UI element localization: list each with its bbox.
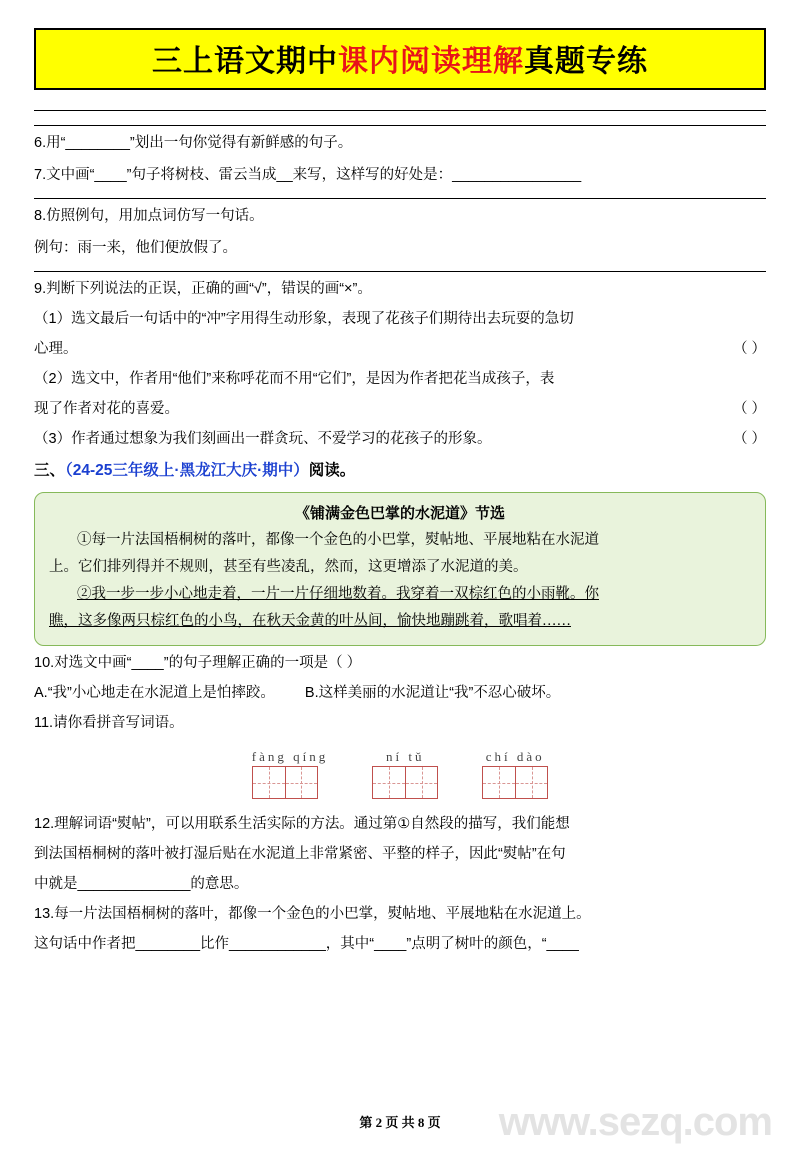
question-12-line-2: 到法国梧桐树的落叶被打湿后贴在水泥道上非常紧密、平整的样子，因此“熨帖”在句 xyxy=(34,846,566,862)
question-9: 9.判断下列说法的正误，正确的画“√”，错误的画“×”。 xyxy=(34,281,372,297)
question-11: 11.请你看拼音写词语。 xyxy=(34,715,184,731)
answer-rule-2 xyxy=(34,125,766,126)
pinyin-text-2: ní tǔ xyxy=(385,749,425,764)
question-9-item-2-line-2: 现了作者对花的喜爱。 xyxy=(34,401,179,417)
tianzige-grid-3[interactable] xyxy=(482,766,548,799)
section-heading xyxy=(34,456,766,486)
tianzige-grid-1[interactable] xyxy=(252,766,328,799)
tianzige-cell[interactable] xyxy=(285,766,318,799)
passage-box xyxy=(34,492,766,646)
question-6: 6.用“________”划出一句你觉得有新鲜感的句子。 xyxy=(34,135,353,151)
document-page xyxy=(0,28,800,1159)
pinyin-item-3 xyxy=(482,748,548,799)
pinyin-item-2 xyxy=(372,748,438,799)
passage-title: 《铺满金色巴掌的水泥道》节选 xyxy=(294,506,505,522)
question-9-item-2-answer-blank[interactable]: （ ） xyxy=(732,401,766,417)
tianzige-cell[interactable] xyxy=(515,766,548,799)
question-9-item-2-line-1: （2）选文中，作者用“他们”来称呼花而不用“它们”，是因为作者把花当成孩子，表 xyxy=(34,371,555,387)
title-part-3: 真题专练 xyxy=(524,45,648,78)
passage-paragraph-1-line-1: ①每一片法国梧桐树的落叶，都像一个金色的小巴掌，熨帖地、平展地粘在水泥道 xyxy=(77,532,599,548)
page-title-banner xyxy=(34,28,766,90)
pinyin-text-3: chí dào xyxy=(485,749,545,764)
title-part-1: 三上语文期中 xyxy=(152,45,338,78)
question-9-item-3: （3）作者通过想象为我们刻画出一群贪玩、不爱学习的花孩子的形象。 xyxy=(34,431,492,447)
question-9-item-1-line-1: （1）选文最后一句话中的“冲”字用得生动形象，表现了花孩子们期待出去玩耍的急切 xyxy=(34,311,574,327)
answer-rule-3 xyxy=(34,198,766,199)
page-title xyxy=(36,36,764,80)
question-block xyxy=(34,128,766,190)
tianzige-cell[interactable] xyxy=(252,766,285,799)
answer-rule-4 xyxy=(34,271,766,272)
question-8: 8.仿照例句，用加点词仿写一句话。 xyxy=(34,208,264,224)
question-12-line-3: 中就是______________的意思。 xyxy=(34,876,249,892)
passage-paragraph-2-line-2: 瞧，这多像两只棕红色的小鸟，在秋天金黄的叶丛间，愉快地蹦跳着，歌唱着…… xyxy=(49,613,571,629)
tianzige-grid-2[interactable] xyxy=(372,766,438,799)
page-footer: 第 2 页 共 8 页 xyxy=(359,1115,441,1130)
question-13-line-2: 这句话中作者把________比作____________，其中“____”点明了树叶的颜色，“____ xyxy=(34,936,579,952)
question-9-item-3-row xyxy=(34,424,766,454)
watermark: www.sezq.com xyxy=(498,1100,772,1144)
tianzige-cell[interactable] xyxy=(405,766,438,799)
question-10-option-a[interactable]: A.“我”小心地走在水泥道上是怕摔跤。 xyxy=(34,685,275,701)
question-9-item-2-line-2-row xyxy=(34,394,766,424)
section-tail: 阅读。 xyxy=(308,462,356,479)
question-9-item-1-line-2-row xyxy=(34,334,766,364)
passage-paragraph-2-line-1: ②我一步一步小心地走着，一片一片仔细地数着。我穿着一双棕红色的小雨靴。你 xyxy=(77,586,599,602)
question-12-line-1: 12.理解词语“熨帖”，可以用联系生活实际的方法。通过第①自然段的描写，我们能想 xyxy=(34,816,570,832)
pinyin-item-1 xyxy=(252,748,328,799)
pinyin-grid-row xyxy=(34,748,766,799)
question-9-item-1-line-2: 心理。 xyxy=(34,341,78,357)
passage-paragraph-1-line-2: 上。它们排列得并不规则，甚至有些凌乱，然而，这更增添了水泥道的美。 xyxy=(49,559,528,575)
section-number: 三、 xyxy=(34,462,66,479)
question-9-item-3-answer-blank[interactable]: （ ） xyxy=(732,431,766,447)
tianzige-cell[interactable] xyxy=(482,766,515,799)
pinyin-text-1: fàng qíng xyxy=(251,749,329,764)
question-10: 10.对选文中画“____”的句子理解正确的一项是（ ） xyxy=(34,655,362,671)
question-10-options xyxy=(34,678,766,708)
question-13-line-1: 13.每一片法国梧桐树的落叶，都像一个金色的小巴掌，熨帖地、平展地粘在水泥道上。 xyxy=(34,906,591,922)
question-8-example: 例句：雨一来，他们便放假了。 xyxy=(34,240,237,256)
tianzige-cell[interactable] xyxy=(372,766,405,799)
question-7: 7.文中画“____”句子将树枝、雷云当成__来写，这样写的好处是：________________ xyxy=(34,167,582,183)
section-source: （24-25三年级上·黑龙江大庆·期中） xyxy=(65,462,309,479)
title-part-2-highlight: 课内阅读理解 xyxy=(338,45,524,78)
question-9-item-1-answer-blank[interactable]: （ ） xyxy=(732,341,766,357)
question-10-option-b[interactable]: B.这样美丽的水泥道让“我”不忍心破坏。 xyxy=(304,685,561,701)
